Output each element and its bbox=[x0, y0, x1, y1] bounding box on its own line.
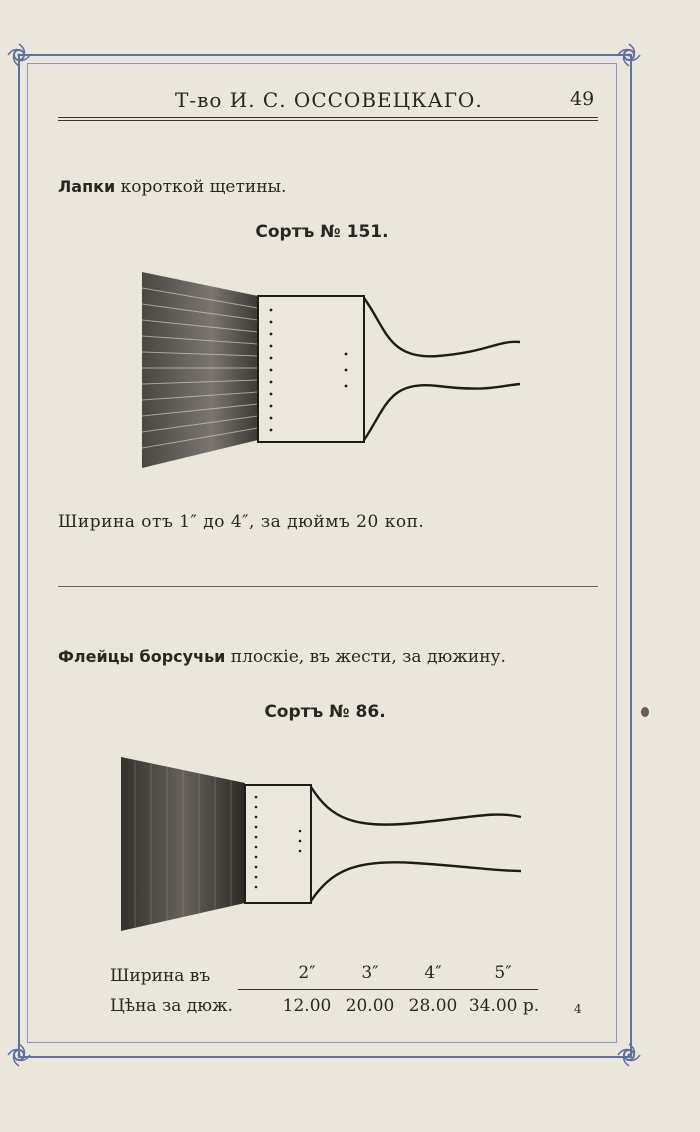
corner-ornament-icon bbox=[6, 42, 32, 68]
section-divider bbox=[58, 586, 598, 587]
table-width-cell: 2″ bbox=[298, 963, 316, 983]
page-number: 49 bbox=[570, 88, 595, 110]
section1-title-rest: короткой щетины. bbox=[115, 177, 287, 197]
table-price-cell: 28.00 bbox=[408, 996, 458, 1016]
running-header-title: Т-во И. С. ОССОВЕЦКАГО. bbox=[175, 88, 483, 112]
corner-ornament-icon bbox=[6, 1042, 32, 1068]
signature-mark: 4 bbox=[574, 1002, 582, 1016]
section1-width-price: Ширина отъ 1″ до 4″, за дюймъ 20 коп. bbox=[58, 512, 425, 532]
table-rule bbox=[238, 989, 538, 990]
section2-title bbox=[58, 647, 506, 667]
section2-sort-label: Сортъ № 86. bbox=[264, 702, 386, 722]
table-width-cell: 3″ bbox=[361, 963, 379, 983]
corner-ornament-icon bbox=[616, 1042, 642, 1068]
paper-speck bbox=[641, 707, 649, 717]
corner-ornament-icon bbox=[616, 42, 642, 68]
table-width-cell: 4″ bbox=[424, 963, 442, 983]
section2-title-bold: Флейцы борсучьи bbox=[58, 647, 226, 666]
section1-title bbox=[58, 177, 286, 197]
header-rule-second bbox=[58, 120, 598, 121]
section1-sort-label: Сортъ № 151. bbox=[255, 222, 389, 242]
table-price-cell: 20.00 bbox=[345, 996, 395, 1016]
section1-title-bold: Лапки bbox=[58, 177, 116, 196]
table-price-cell: 34.00 р. bbox=[468, 996, 540, 1016]
header-rule bbox=[58, 117, 598, 118]
table-width-label: Ширина въ bbox=[110, 966, 211, 986]
table-price-cell: 12.00 bbox=[282, 996, 332, 1016]
table-price-label: Цѣна за дюж. bbox=[110, 996, 234, 1016]
section2-title-rest: плоскіе, въ жести, за дюжину. bbox=[225, 647, 506, 667]
table-width-cell: 5″ bbox=[494, 963, 512, 983]
brush-151-illustration bbox=[138, 268, 528, 473]
brush-86-illustration bbox=[115, 755, 525, 935]
